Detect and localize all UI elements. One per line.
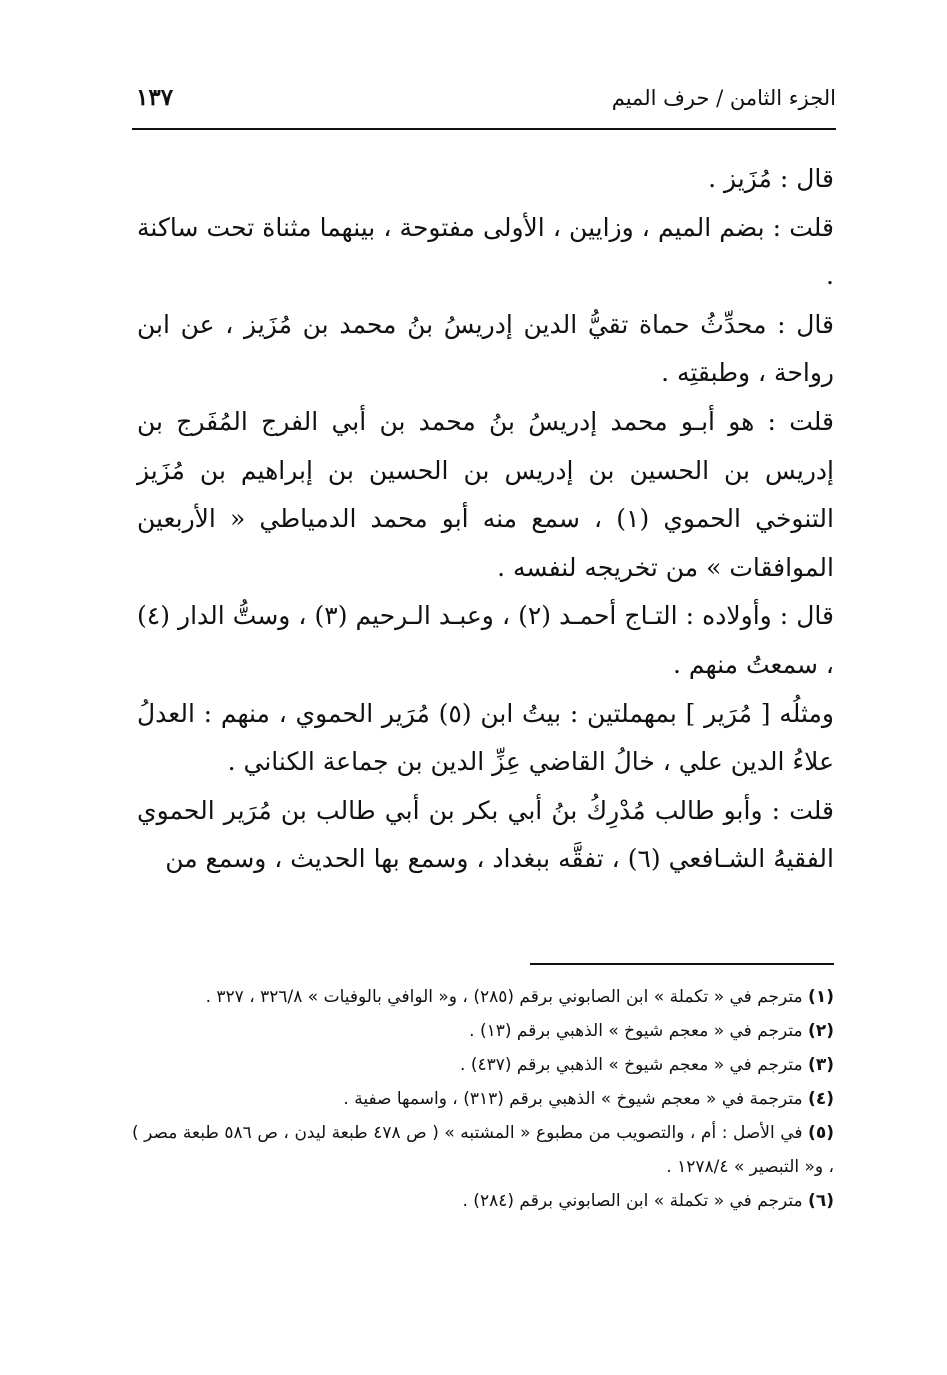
running-title: الجزء الثامن / حرف الميم xyxy=(611,86,836,110)
footnote-2 xyxy=(132,1014,834,1048)
footnote-6 xyxy=(132,1184,834,1218)
footnote-text: مترجم في « معجم شيوخ » الذهبي برقم (٤٣٧) . xyxy=(460,1055,803,1075)
page-header xyxy=(132,82,836,120)
footnote-number: (١) xyxy=(808,987,834,1007)
header-divider xyxy=(132,128,836,130)
page-number: ١٣٧ xyxy=(136,84,174,111)
paragraph-7: قلت : وأبو طالب مُدْرِكُ بنُ أبي بكر بن أبي طالب بن مُرَير الحموي الفقيهُ الشـافعي (٦) ، تفقَّه ببغداد ، وسمع بها الحديث ، وسمع من xyxy=(137,795,834,874)
footnote-text: في الأصل : أم ، والتصويب من مطبوع « المشتبه » ( ص ٤٧٨ طبعة ليدن ، ص ٥٨٦ طبعة مصر ) ، و« التبصير » ١٢٧٨/٤ . xyxy=(132,1123,834,1177)
footnotes xyxy=(132,980,834,1218)
footnote-3 xyxy=(132,1048,834,1082)
footnote-text: مترجم في « تكملة » ابن الصابوني برقم (٢٨٥) ، و« الوافي بالوفيات » ٣٢٦/٨ ، ٣٢٧ . xyxy=(205,987,803,1007)
paragraph-4: قلت : هو أبـو محمد إدريسُ بنُ محمد بن أبي الفرج المُفَرج بن إدريس بن الحسين بن إدريس بن الحسين بن إبراهيم بن مُزَيز التنوخي الحموي (١) ، سمع منه أبو محمد الدمياطي « الأربعين الموافقات » من تخريجه لنفسه . xyxy=(137,406,834,582)
main-text xyxy=(137,155,834,884)
footnote-5 xyxy=(132,1116,834,1184)
footnote-number: (٤) xyxy=(808,1089,834,1109)
footnote-text: مترجمة في « معجم شيوخ » الذهبي برقم (٣١٣) ، واسمها صفية . xyxy=(343,1089,803,1109)
footnote-4 xyxy=(132,1082,834,1116)
footnote-text: مترجم في « تكملة » ابن الصابوني برقم (٢٨٤) . xyxy=(462,1191,803,1211)
footnote-number: (٦) xyxy=(808,1191,834,1211)
paragraph-3: قال : محدِّثُ حماة تقيُّ الدين إدريسُ بنُ محمد بن مُزَيز ، عن ابن رواحة ، وطبقتِه . xyxy=(137,309,834,388)
footnote-number: (٥) xyxy=(808,1123,834,1143)
paragraph-5: قال : وأولاده : التـاج أحمـد (٢) ، وعبـد الـرحيم (٣) ، وستُّ الدار (٤) ، سمعتُ منهم . xyxy=(137,601,834,679)
paragraph-6: ومثلُه [ مُرَير ] بمهملتين : بيتُ ابن (٥) مُرَير الحموي ، منهم : العدلُ علاءُ الدين علي ، خالُ القاضي عِزِّ الدين بن جماعة الكناني . xyxy=(137,698,834,777)
footnote-number: (٣) xyxy=(808,1055,834,1075)
footnote-number: (٢) xyxy=(808,1021,834,1041)
paragraph-2: قلت : بضم الميم ، وزايين ، الأولى مفتوحة ، بينهما مثناة تحت ساكنة . xyxy=(137,212,834,291)
paragraph-1: قال : مُزَيز . xyxy=(708,164,834,193)
footnote-divider xyxy=(530,963,834,965)
footnote-text: مترجم في « معجم شيوخ » الذهبي برقم (١٣) . xyxy=(469,1021,803,1041)
footnote-1 xyxy=(132,980,834,1014)
